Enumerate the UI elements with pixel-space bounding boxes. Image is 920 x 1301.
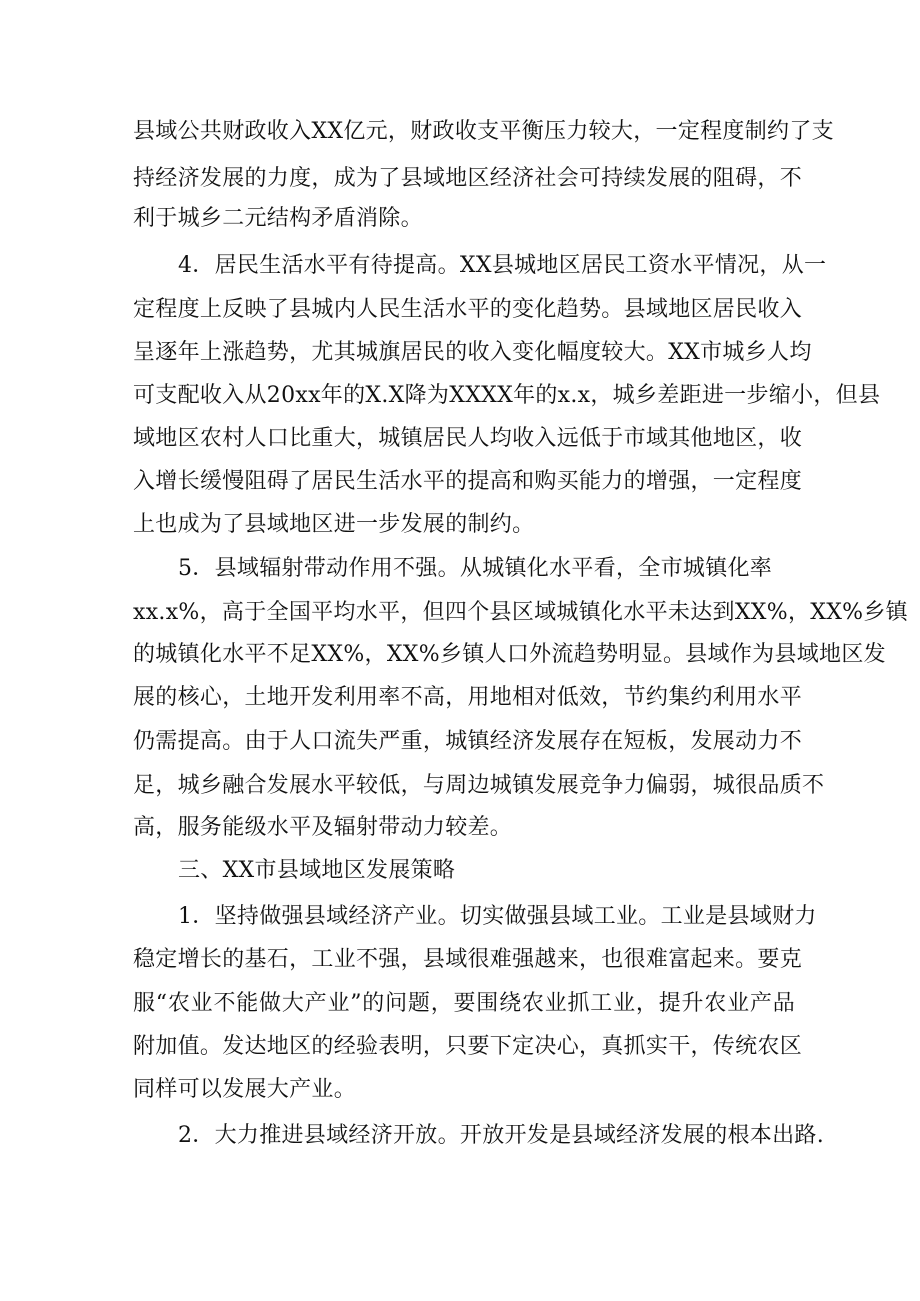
paragraph-line: 足，城乡融合发展水平较低，与周边城镇发展竞争力偏弱，城很品质不	[133, 773, 825, 798]
paragraph-line: 2．大力推进县域经济开放。开放开发是县域经济发展的根本出路.	[178, 1123, 824, 1148]
paragraph-line: 仍需提高。由于人口流失严重，城镇经济发展存在短板，发展动力不	[133, 729, 803, 754]
paragraph-line: 域地区农村人口比重大，城镇居民人均收入远低于市域其他地区，收	[133, 426, 803, 451]
paragraph-line: 的城镇化水平不足XX%，XX%乡镇人口外流趋势明显。县域作为县域地区发	[133, 642, 886, 667]
paragraph-line: 4．居民生活水平有待提高。XX县城地区居民工资水平情况，从一	[178, 253, 827, 278]
paragraph-line: 上也成为了县域地区进一步发展的制约。	[133, 512, 535, 537]
paragraph-line: 入增长缓慢阻碍了居民生活水平的提高和购买能力的增强，一定程度	[133, 469, 803, 494]
paragraph-line: 高，服务能级水平及辐射带动力较差。	[133, 815, 513, 840]
paragraph-line: 附加值。发达地区的经验表明，只要下定决心，真抓实干，传统农区	[133, 1034, 803, 1059]
paragraph-line: xx.x%，高于全国平均水平，但四个县区域城镇化水平未达到XX%，XX%乡镇	[133, 600, 908, 625]
paragraph-line: 呈逐年上涨趋势，尤其城旗居民的收入变化幅度较大。XX市城乡人均	[133, 340, 812, 365]
paragraph-line: 可支配收入从20xx年的X.X降为XXXX年的x.x，城乡差距进一步缩小，但县	[133, 383, 881, 408]
paragraph-line: 持经济发展的力度，成为了县域地区经济社会可持续发展的阻碍，不	[133, 166, 803, 191]
paragraph-line: 展的核心，土地开发利用率不高，用地相对低效，节约集约利用水平	[133, 685, 803, 710]
paragraph-line: 5．县域辐射带动作用不强。从城镇化水平看，全市城镇化率	[178, 556, 773, 581]
paragraph-line: 县域公共财政收入XX亿元，财政收支平衡压力较大，一定程度制约了支	[133, 119, 834, 144]
paragraph-line: 同样可以发展大产业。	[133, 1077, 357, 1102]
paragraph-line: 服“农业不能做大产业”的问题，要围绕农业抓工业，提升农业产品	[133, 991, 795, 1016]
paragraph-line: 1．坚持做强县域经济产业。切实做强县域工业。工业是县域财力	[178, 904, 817, 929]
paragraph-line: 利于城乡二元结构矛盾消除。	[133, 206, 423, 231]
paragraph-line: 稳定增长的基石，工业不强，县域很难强越来，也很难富起来。要克	[133, 947, 803, 972]
paragraph-line: 定程度上反映了县城内人民生活水平的变化趋势。县域地区居民收入	[133, 297, 803, 322]
section-heading: 三、XX市县域地区发展策略	[178, 858, 456, 883]
